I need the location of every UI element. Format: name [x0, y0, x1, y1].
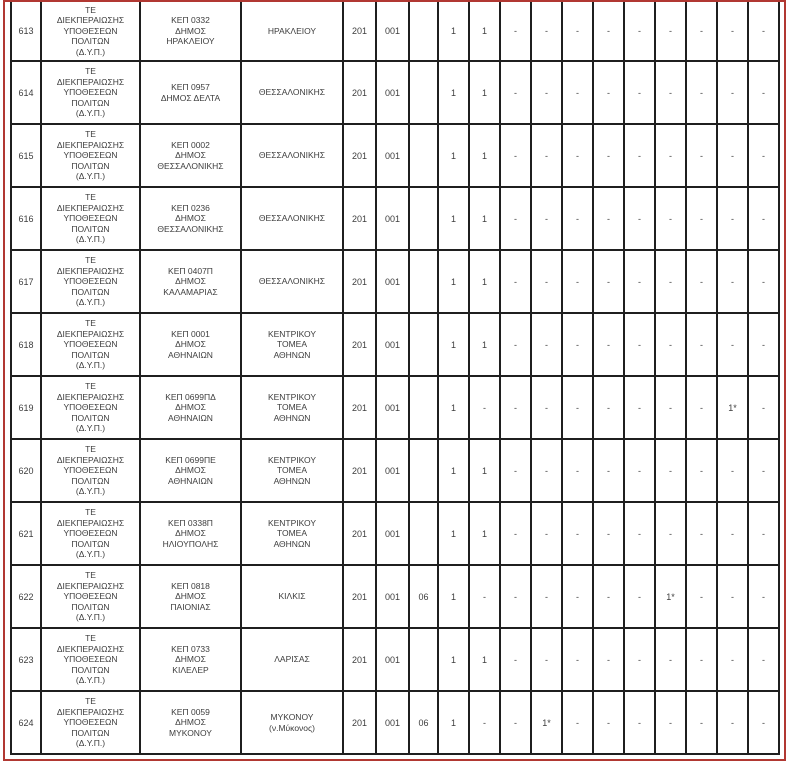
value-cell-8: -: [655, 187, 686, 250]
value-cell-2: 1: [469, 2, 500, 61]
value-cell-9: -: [686, 376, 717, 439]
value-cell-6: -: [593, 250, 624, 313]
specialty-cell: ΤΕ ΔΙΕΚΠΕΡΑΙΩΣΗΣ ΥΠΟΘΕΣΕΩΝ ΠΟΛΙΤΩΝ (Δ.Υ.Π.): [41, 313, 140, 376]
value-cell-3: -: [500, 691, 531, 754]
value-cell-4: -: [531, 502, 562, 565]
value-cell-3: -: [500, 250, 531, 313]
kep-cell: ΚΕΠ 0338Π ΔΗΜΟΣ ΗΛΙΟΥΠΟΛΗΣ: [140, 502, 241, 565]
value-cell-6: -: [593, 691, 624, 754]
code-cell-3: [409, 2, 438, 61]
value-cell-6: -: [593, 61, 624, 124]
row-number-cell: 622: [11, 565, 41, 628]
value-cell-6: -: [593, 565, 624, 628]
value-cell-10: 1*: [717, 376, 748, 439]
code-cell-1: 201: [343, 565, 376, 628]
value-cell-1: 1: [438, 61, 469, 124]
value-cell-8: -: [655, 439, 686, 502]
value-cell-1: 1: [438, 376, 469, 439]
specialty-cell: ΤΕ ΔΙΕΚΠΕΡΑΙΩΣΗΣ ΥΠΟΘΕΣΕΩΝ ΠΟΛΙΤΩΝ (Δ.Υ.Π.): [41, 502, 140, 565]
region-cell: ΚΙΛΚΙΣ: [241, 565, 343, 628]
value-cell-9: -: [686, 628, 717, 691]
code-cell-3: [409, 187, 438, 250]
specialty-cell: ΤΕ ΔΙΕΚΠΕΡΑΙΩΣΗΣ ΥΠΟΘΕΣΕΩΝ ΠΟΛΙΤΩΝ (Δ.Υ.Π.): [41, 439, 140, 502]
value-cell-2: 1: [469, 502, 500, 565]
region-cell: ΗΡΑΚΛΕΙΟΥ: [241, 2, 343, 61]
code-cell-2: 001: [376, 691, 409, 754]
table-row: [11, 628, 779, 691]
code-cell-2: 001: [376, 250, 409, 313]
code-cell-2: 001: [376, 313, 409, 376]
value-cell-4: -: [531, 439, 562, 502]
value-cell-8: -: [655, 376, 686, 439]
value-cell-9: -: [686, 124, 717, 187]
region-cell: ΚΕΝΤΡΙΚΟΥ ΤΟΜΕΑ ΑΘΗΝΩΝ: [241, 376, 343, 439]
row-number-cell: 616: [11, 187, 41, 250]
value-cell-10: -: [717, 628, 748, 691]
value-cell-1: 1: [438, 2, 469, 61]
kep-cell: ΚΕΠ 0236 ΔΗΜΟΣ ΘΕΣΣΑΛΟΝΙΚΗΣ: [140, 187, 241, 250]
value-cell-5: -: [562, 61, 593, 124]
table-row: [11, 313, 779, 376]
kep-cell: ΚΕΠ 0818 ΔΗΜΟΣ ΠΑΙΟΝΙΑΣ: [140, 565, 241, 628]
region-cell: ΘΕΣΣΑΛΟΝΙΚΗΣ: [241, 187, 343, 250]
code-cell-3: 06: [409, 565, 438, 628]
kep-cell: ΚΕΠ 0957 ΔΗΜΟΣ ΔΕΛΤΑ: [140, 61, 241, 124]
specialty-cell: ΤΕ ΔΙΕΚΠΕΡΑΙΩΣΗΣ ΥΠΟΘΕΣΕΩΝ ΠΟΛΙΤΩΝ (Δ.Υ.Π.): [41, 124, 140, 187]
code-cell-1: 201: [343, 2, 376, 61]
table-row: [11, 124, 779, 187]
value-cell-1: 1: [438, 502, 469, 565]
row-number-cell: 619: [11, 376, 41, 439]
value-cell-10: -: [717, 439, 748, 502]
region-cell: ΛΑΡΙΣΑΣ: [241, 628, 343, 691]
specialty-cell: ΤΕ ΔΙΕΚΠΕΡΑΙΩΣΗΣ ΥΠΟΘΕΣΕΩΝ ΠΟΛΙΤΩΝ (Δ.Υ.Π.): [41, 691, 140, 754]
kep-cell: ΚΕΠ 0002 ΔΗΜΟΣ ΘΕΣΣΑΛΟΝΙΚΗΣ: [140, 124, 241, 187]
kep-cell: ΚΕΠ 0699ΠΕ ΔΗΜΟΣ ΑΘΗΝΑΙΩΝ: [140, 439, 241, 502]
region-cell: ΚΕΝΤΡΙΚΟΥ ΤΟΜΕΑ ΑΘΗΝΩΝ: [241, 313, 343, 376]
value-cell-1: 1: [438, 124, 469, 187]
value-cell-4: -: [531, 313, 562, 376]
value-cell-7: -: [624, 124, 655, 187]
value-cell-5: -: [562, 124, 593, 187]
value-cell-11: -: [748, 313, 779, 376]
value-cell-5: -: [562, 2, 593, 61]
value-cell-9: -: [686, 565, 717, 628]
value-cell-10: -: [717, 691, 748, 754]
value-cell-2: -: [469, 691, 500, 754]
value-cell-2: 1: [469, 124, 500, 187]
value-cell-8: 1*: [655, 565, 686, 628]
row-number-cell: 623: [11, 628, 41, 691]
value-cell-4: -: [531, 250, 562, 313]
value-cell-1: 1: [438, 187, 469, 250]
code-cell-2: 001: [376, 187, 409, 250]
row-number-cell: 613: [11, 2, 41, 61]
value-cell-3: -: [500, 313, 531, 376]
value-cell-5: -: [562, 628, 593, 691]
code-cell-2: 001: [376, 2, 409, 61]
value-cell-7: -: [624, 376, 655, 439]
kep-cell: ΚΕΠ 0332 ΔΗΜΟΣ ΗΡΑΚΛΕΙΟΥ: [140, 2, 241, 61]
region-cell: ΜΥΚΟΝΟΥ (ν.Μύκονος): [241, 691, 343, 754]
region-cell: ΚΕΝΤΡΙΚΟΥ ΤΟΜΕΑ ΑΘΗΝΩΝ: [241, 502, 343, 565]
value-cell-3: -: [500, 376, 531, 439]
value-cell-4: -: [531, 565, 562, 628]
value-cell-4: -: [531, 124, 562, 187]
code-cell-1: 201: [343, 691, 376, 754]
value-cell-11: -: [748, 187, 779, 250]
value-cell-5: -: [562, 250, 593, 313]
value-cell-5: -: [562, 691, 593, 754]
value-cell-8: -: [655, 250, 686, 313]
table-row: [11, 187, 779, 250]
value-cell-2: 1: [469, 628, 500, 691]
value-cell-8: -: [655, 2, 686, 61]
value-cell-2: 1: [469, 439, 500, 502]
value-cell-10: -: [717, 250, 748, 313]
kep-cell: ΚΕΠ 0407Π ΔΗΜΟΣ ΚΑΛΑΜΑΡΙΑΣ: [140, 250, 241, 313]
value-cell-11: -: [748, 691, 779, 754]
value-cell-6: -: [593, 439, 624, 502]
table-row: [11, 565, 779, 628]
value-cell-9: -: [686, 2, 717, 61]
value-cell-3: -: [500, 2, 531, 61]
value-cell-7: -: [624, 187, 655, 250]
region-cell: ΘΕΣΣΑΛΟΝΙΚΗΣ: [241, 250, 343, 313]
table-row: [11, 61, 779, 124]
code-cell-3: [409, 124, 438, 187]
code-cell-2: 001: [376, 124, 409, 187]
value-cell-7: -: [624, 691, 655, 754]
kep-cell: ΚΕΠ 0001 ΔΗΜΟΣ ΑΘΗΝΑΙΩΝ: [140, 313, 241, 376]
code-cell-1: 201: [343, 628, 376, 691]
row-number-cell: 618: [11, 313, 41, 376]
value-cell-11: -: [748, 502, 779, 565]
value-cell-7: -: [624, 61, 655, 124]
value-cell-1: 1: [438, 439, 469, 502]
value-cell-7: -: [624, 628, 655, 691]
value-cell-6: -: [593, 502, 624, 565]
value-cell-9: -: [686, 187, 717, 250]
value-cell-7: -: [624, 439, 655, 502]
value-cell-9: -: [686, 313, 717, 376]
value-cell-10: -: [717, 2, 748, 61]
specialty-cell: ΤΕ ΔΙΕΚΠΕΡΑΙΩΣΗΣ ΥΠΟΘΕΣΕΩΝ ΠΟΛΙΤΩΝ (Δ.Υ.Π.): [41, 61, 140, 124]
value-cell-9: -: [686, 502, 717, 565]
value-cell-5: -: [562, 565, 593, 628]
value-cell-6: -: [593, 187, 624, 250]
table-row: [11, 2, 779, 61]
code-cell-3: 06: [409, 691, 438, 754]
code-cell-3: [409, 313, 438, 376]
value-cell-4: 1*: [531, 691, 562, 754]
value-cell-8: -: [655, 628, 686, 691]
code-cell-3: [409, 502, 438, 565]
table-row: [11, 502, 779, 565]
value-cell-10: -: [717, 61, 748, 124]
code-cell-2: 001: [376, 565, 409, 628]
value-cell-8: -: [655, 502, 686, 565]
row-number-cell: 615: [11, 124, 41, 187]
value-cell-11: -: [748, 2, 779, 61]
value-cell-3: -: [500, 439, 531, 502]
value-cell-9: -: [686, 250, 717, 313]
value-cell-4: -: [531, 376, 562, 439]
value-cell-10: -: [717, 565, 748, 628]
value-cell-6: -: [593, 628, 624, 691]
value-cell-5: -: [562, 502, 593, 565]
value-cell-1: 1: [438, 313, 469, 376]
specialty-cell: ΤΕ ΔΙΕΚΠΕΡΑΙΩΣΗΣ ΥΠΟΘΕΣΕΩΝ ΠΟΛΙΤΩΝ (Δ.Υ.Π.): [41, 187, 140, 250]
value-cell-3: -: [500, 61, 531, 124]
value-cell-11: -: [748, 439, 779, 502]
value-cell-5: -: [562, 187, 593, 250]
region-cell: ΚΕΝΤΡΙΚΟΥ ΤΟΜΕΑ ΑΘΗΝΩΝ: [241, 439, 343, 502]
table-row: [11, 250, 779, 313]
value-cell-10: -: [717, 124, 748, 187]
code-cell-3: [409, 250, 438, 313]
code-cell-3: [409, 376, 438, 439]
value-cell-7: -: [624, 313, 655, 376]
code-cell-3: [409, 61, 438, 124]
value-cell-3: -: [500, 565, 531, 628]
value-cell-7: -: [624, 2, 655, 61]
value-cell-7: -: [624, 502, 655, 565]
value-cell-10: -: [717, 313, 748, 376]
value-cell-10: -: [717, 502, 748, 565]
value-cell-6: -: [593, 124, 624, 187]
value-cell-4: -: [531, 2, 562, 61]
value-cell-6: -: [593, 376, 624, 439]
value-cell-1: 1: [438, 691, 469, 754]
value-cell-3: -: [500, 124, 531, 187]
region-cell: ΘΕΣΣΑΛΟΝΙΚΗΣ: [241, 124, 343, 187]
value-cell-4: -: [531, 628, 562, 691]
value-cell-6: -: [593, 2, 624, 61]
value-cell-11: -: [748, 565, 779, 628]
code-cell-3: [409, 439, 438, 502]
value-cell-8: -: [655, 691, 686, 754]
code-cell-2: 001: [376, 439, 409, 502]
value-cell-2: -: [469, 565, 500, 628]
kep-cell: ΚΕΠ 0699ΠΔ ΔΗΜΟΣ ΑΘΗΝΑΙΩΝ: [140, 376, 241, 439]
row-number-cell: 621: [11, 502, 41, 565]
value-cell-8: -: [655, 124, 686, 187]
table-row: [11, 439, 779, 502]
value-cell-2: 1: [469, 61, 500, 124]
code-cell-3: [409, 628, 438, 691]
value-cell-2: 1: [469, 250, 500, 313]
value-cell-11: -: [748, 61, 779, 124]
value-cell-6: -: [593, 313, 624, 376]
value-cell-10: -: [717, 187, 748, 250]
value-cell-11: -: [748, 124, 779, 187]
value-cell-7: -: [624, 565, 655, 628]
code-cell-1: 201: [343, 61, 376, 124]
region-cell: ΘΕΣΣΑΛΟΝΙΚΗΣ: [241, 61, 343, 124]
value-cell-3: -: [500, 187, 531, 250]
value-cell-9: -: [686, 439, 717, 502]
positions-table: [10, 2, 780, 755]
value-cell-1: 1: [438, 628, 469, 691]
table-body: [11, 2, 779, 754]
specialty-cell: ΤΕ ΔΙΕΚΠΕΡΑΙΩΣΗΣ ΥΠΟΘΕΣΕΩΝ ΠΟΛΙΤΩΝ (Δ.Υ.Π.): [41, 628, 140, 691]
kep-cell: ΚΕΠ 0733 ΔΗΜΟΣ ΚΙΛΕΛΕΡ: [140, 628, 241, 691]
specialty-cell: ΤΕ ΔΙΕΚΠΕΡΑΙΩΣΗΣ ΥΠΟΘΕΣΕΩΝ ΠΟΛΙΤΩΝ (Δ.Υ.Π.): [41, 250, 140, 313]
row-number-cell: 617: [11, 250, 41, 313]
code-cell-1: 201: [343, 313, 376, 376]
code-cell-2: 001: [376, 376, 409, 439]
value-cell-3: -: [500, 628, 531, 691]
table-row: [11, 691, 779, 754]
value-cell-8: -: [655, 313, 686, 376]
value-cell-2: 1: [469, 313, 500, 376]
code-cell-2: 001: [376, 502, 409, 565]
table-row: [11, 376, 779, 439]
value-cell-11: -: [748, 376, 779, 439]
value-cell-1: 1: [438, 250, 469, 313]
value-cell-4: -: [531, 61, 562, 124]
value-cell-11: -: [748, 250, 779, 313]
row-number-cell: 620: [11, 439, 41, 502]
code-cell-1: 201: [343, 439, 376, 502]
code-cell-1: 201: [343, 502, 376, 565]
value-cell-11: -: [748, 628, 779, 691]
kep-cell: ΚΕΠ 0059 ΔΗΜΟΣ ΜΥΚΟΝΟΥ: [140, 691, 241, 754]
specialty-cell: ΤΕ ΔΙΕΚΠΕΡΑΙΩΣΗΣ ΥΠΟΘΕΣΕΩΝ ΠΟΛΙΤΩΝ (Δ.Υ.Π.): [41, 565, 140, 628]
value-cell-2: 1: [469, 187, 500, 250]
row-number-cell: 624: [11, 691, 41, 754]
value-cell-2: -: [469, 376, 500, 439]
value-cell-7: -: [624, 250, 655, 313]
code-cell-1: 201: [343, 376, 376, 439]
code-cell-1: 201: [343, 124, 376, 187]
code-cell-1: 201: [343, 250, 376, 313]
value-cell-9: -: [686, 691, 717, 754]
value-cell-1: 1: [438, 565, 469, 628]
specialty-cell: ΤΕ ΔΙΕΚΠΕΡΑΙΩΣΗΣ ΥΠΟΘΕΣΕΩΝ ΠΟΛΙΤΩΝ (Δ.Υ.Π.): [41, 2, 140, 61]
code-cell-2: 001: [376, 61, 409, 124]
code-cell-1: 201: [343, 187, 376, 250]
value-cell-5: -: [562, 376, 593, 439]
value-cell-3: -: [500, 502, 531, 565]
value-cell-9: -: [686, 61, 717, 124]
value-cell-8: -: [655, 61, 686, 124]
row-number-cell: 614: [11, 61, 41, 124]
value-cell-5: -: [562, 439, 593, 502]
value-cell-5: -: [562, 313, 593, 376]
code-cell-2: 001: [376, 628, 409, 691]
value-cell-4: -: [531, 187, 562, 250]
specialty-cell: ΤΕ ΔΙΕΚΠΕΡΑΙΩΣΗΣ ΥΠΟΘΕΣΕΩΝ ΠΟΛΙΤΩΝ (Δ.Υ.Π.): [41, 376, 140, 439]
